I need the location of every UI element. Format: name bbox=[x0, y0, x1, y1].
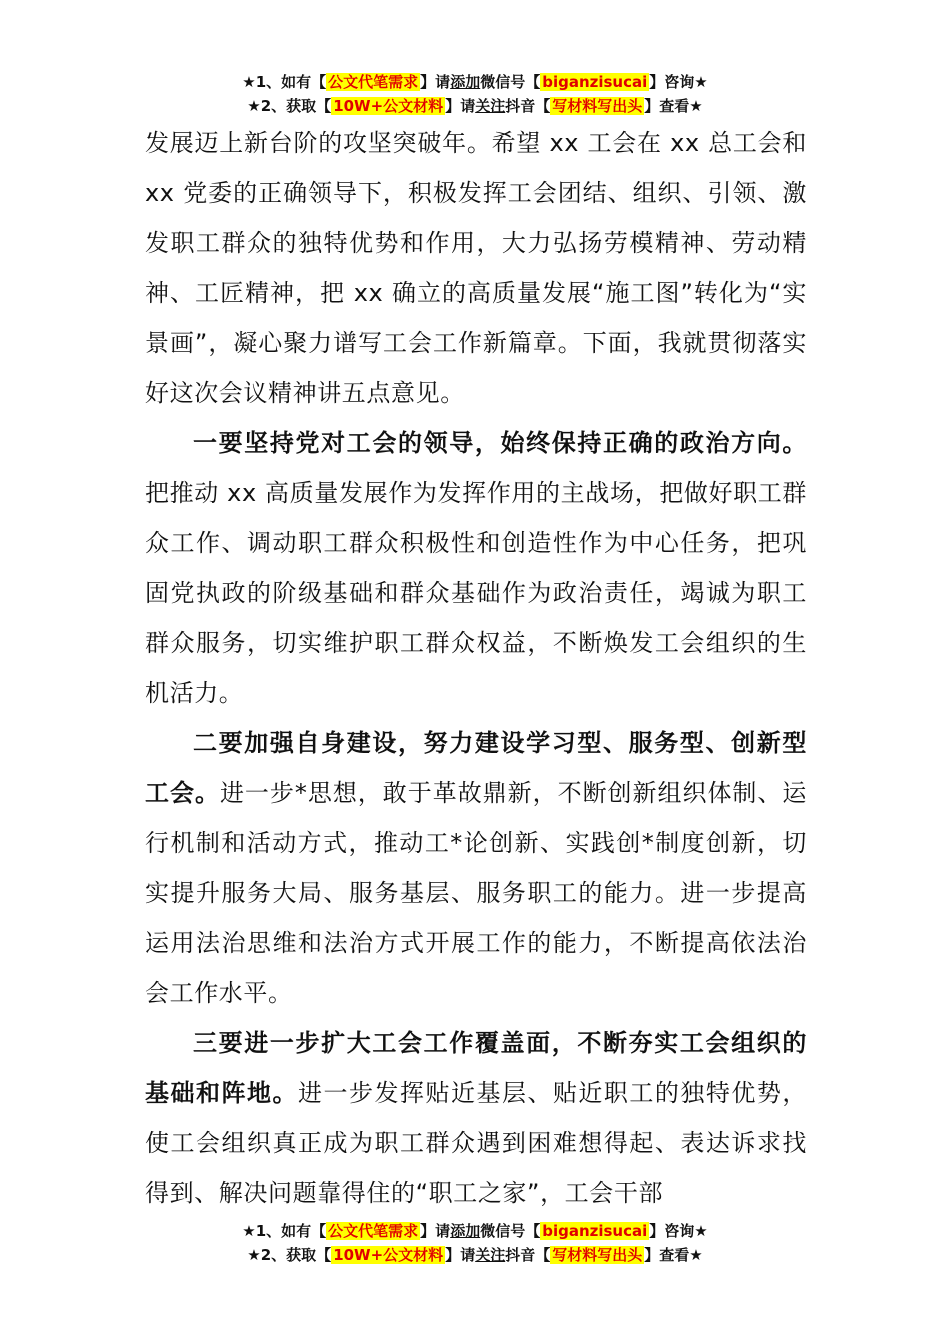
promo-line-1 bbox=[0, 70, 950, 94]
promo-underline: 关注 bbox=[475, 1246, 506, 1264]
promo-wechat-id: biganzisucai bbox=[542, 1222, 648, 1240]
promo-banner-top bbox=[0, 70, 950, 118]
promo-highlight: 公文代笔需求 bbox=[328, 73, 419, 91]
promo-text: 】查看★ bbox=[644, 97, 703, 115]
promo-douyin-id: 写材料写出头 bbox=[552, 97, 643, 115]
point-2-heading: 二要加强自身建设，努力建设学习型、服务型、创新型工会。 bbox=[145, 729, 807, 807]
promo-text: ★1、如有【 bbox=[242, 73, 327, 91]
promo-banner-bottom bbox=[0, 1219, 950, 1267]
promo-underline: 添加 bbox=[450, 73, 481, 91]
promo-text: ★1、如有【 bbox=[242, 1222, 327, 1240]
promo-highlight: 10W+公文材料 bbox=[333, 1246, 444, 1264]
promo-text: 】请 bbox=[420, 73, 451, 91]
point-1-heading: 一要坚持党对工会的领导，始终保持正确的政治方向。 bbox=[193, 429, 807, 457]
promo-text: 】请 bbox=[445, 97, 476, 115]
promo-text: ★2、获取【 bbox=[247, 1246, 332, 1264]
promo-line-2 bbox=[0, 1243, 950, 1267]
promo-highlight: 公文代笔需求 bbox=[328, 1222, 419, 1240]
point-2-text: 进一步*思想，敢于革故鼎新，不断创新组织体制、运行机制和活动方式，推动工*论创新、实践创*制度创新，切实提升服务大局、服务基层、服务职工的能力。进一步提高运用法治思维和法治方式开展工作的能力，不断提高依法治会工作水平。 bbox=[145, 779, 807, 1007]
promo-highlight: 10W+公文材料 bbox=[333, 97, 444, 115]
promo-text: 】查看★ bbox=[644, 1246, 703, 1264]
point-3-heading: 三要进一步扩大工会工作覆盖面，不断夯实工会组织的基础和阵地。 bbox=[145, 1029, 807, 1107]
promo-text: 】请 bbox=[445, 1246, 476, 1264]
promo-line-2 bbox=[0, 94, 950, 118]
document-body bbox=[145, 118, 807, 1218]
promo-text: 微信号【 bbox=[480, 1222, 541, 1240]
promo-text: ★2、获取【 bbox=[247, 97, 332, 115]
promo-wechat-id: biganzisucai bbox=[542, 73, 648, 91]
promo-text: 抖音【 bbox=[505, 97, 551, 115]
paragraph-point-1 bbox=[145, 418, 807, 718]
paragraph-intro: 发展迈上新台阶的攻坚突破年。希望 xx 工会在 xx 总工会和 xx 党委的正确领导下，积极发挥工会团结、组织、引领、激发职工群众的独特优势和作用，大力弘扬劳模精神、劳动精神、工匠精神，把 xx 确立的高质量发展“施工图”转化为“实景画”，凝心聚力谱写工会工作新篇章。下面，我就贯彻落实好这次会议精神讲五点意见。 bbox=[145, 129, 807, 407]
promo-text: 微信号【 bbox=[480, 73, 541, 91]
promo-douyin-id: 写材料写出头 bbox=[552, 1246, 643, 1264]
promo-underline: 关注 bbox=[475, 97, 506, 115]
paragraph-point-3 bbox=[145, 1018, 807, 1218]
promo-text: 】咨询★ bbox=[649, 1222, 708, 1240]
promo-line-1 bbox=[0, 1219, 950, 1243]
promo-text: 抖音【 bbox=[505, 1246, 551, 1264]
paragraph-point-2 bbox=[145, 718, 807, 1018]
point-3-text: 进一步发挥贴近基层、贴近职工的独特优势，使工会组织真正成为职工群众遇到困难想得起、表达诉求找得到、解决问题靠得住的“职工之家”，工会干部 bbox=[145, 1079, 807, 1207]
promo-underline: 添加 bbox=[450, 1222, 481, 1240]
point-1-text: 把推动 xx 高质量发展作为发挥作用的主战场，把做好职工群众工作、调动职工群众积极性和创造性作为中心任务，把巩固党执政的阶级基础和群众基础作为政治责任，竭诚为职工群众服务，切实维护职工群众权益，不断焕发工会组织的生机活力。 bbox=[145, 479, 807, 707]
promo-text: 】咨询★ bbox=[649, 73, 708, 91]
promo-text: 】请 bbox=[420, 1222, 451, 1240]
